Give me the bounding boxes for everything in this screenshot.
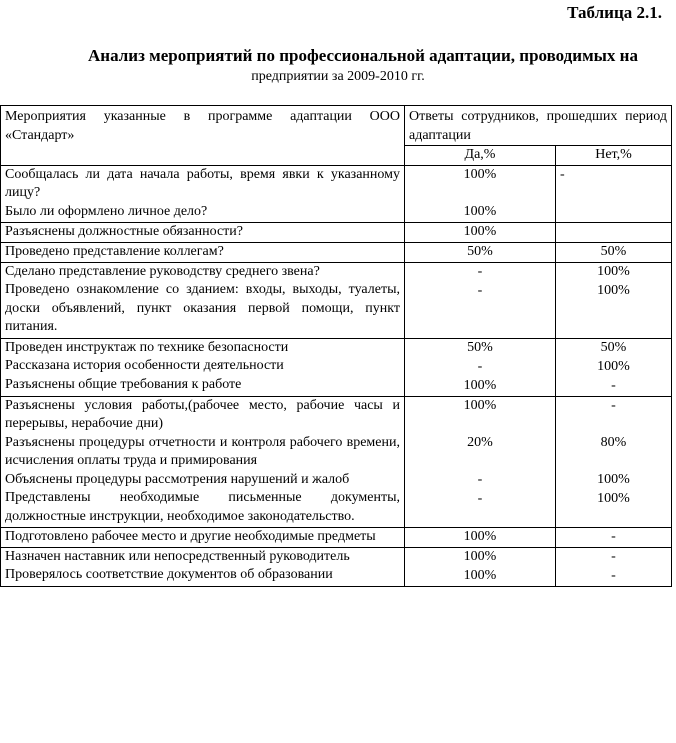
yes-value: -: [477, 263, 483, 279]
yes-value: -: [477, 471, 483, 487]
cell-yes: [405, 222, 556, 242]
cell-yes: [405, 165, 556, 222]
measure-text: Подготовлено рабочее место и другие необходимые предметы: [5, 528, 376, 544]
no-value: 100%: [597, 358, 630, 374]
measure-text: Разъяснены должностные обязанности?: [5, 223, 243, 239]
table-row: [1, 338, 672, 396]
no-value: 50%: [600, 339, 627, 355]
cell-yes: [405, 396, 556, 527]
document-subtitle: [0, 69, 676, 85]
cell-no: [556, 242, 672, 262]
cell-measure: [1, 527, 405, 547]
header-yes: Да,%: [405, 146, 556, 166]
measure-text: Было ли оформлено личное дело?: [5, 203, 208, 219]
measure-text: Объяснены процедуры рассмотрения нарушений и жалоб: [5, 471, 350, 487]
no-value: -: [560, 166, 565, 182]
subtitle-text: предприятии за 2009-2010 гг.: [251, 69, 425, 84]
yes-value: -: [477, 282, 483, 298]
cell-yes: [405, 527, 556, 547]
cell-no: [556, 222, 672, 242]
cell-measure: [1, 222, 405, 242]
measure-text: Проведено ознакомление со зданием: входы, выходы, туалеты, доски объявлений, пункт оказания первой помощи, пункт питания.: [5, 282, 400, 334]
measure-text: Назначен наставник или непосредственный руководитель: [5, 548, 350, 564]
table-row: [1, 222, 672, 242]
cell-yes: [405, 242, 556, 262]
cell-measure: [1, 547, 405, 586]
no-value: -: [611, 567, 616, 583]
table-row: [1, 527, 672, 547]
no-value: 100%: [597, 490, 630, 506]
no-value: 50%: [600, 243, 627, 259]
cell-no: [556, 262, 672, 338]
cell-measure: [1, 242, 405, 262]
yes-value: 100%: [463, 223, 497, 239]
yes-value: 100%: [463, 377, 497, 393]
measure-text: Проведен инструктаж по технике безопасности: [5, 339, 289, 355]
no-value: -: [611, 397, 616, 413]
yes-value: 100%: [463, 203, 497, 219]
yes-value: 50%: [467, 243, 493, 259]
yes-value: 100%: [463, 166, 497, 182]
table-row: [1, 396, 672, 527]
measure-text: Сообщалась ли дата начала работы, время явки к указанному лицу?: [5, 166, 400, 200]
document-title: Анализ мероприятий по профессиональной адаптации, проводимых на: [88, 46, 638, 65]
adaptation-table: [0, 105, 672, 587]
yes-value: 50%: [467, 339, 493, 355]
header-no: Нет,%: [556, 146, 672, 166]
cell-yes: [405, 547, 556, 586]
measure-text: Рассказана история особенности деятельности: [5, 358, 284, 373]
no-value: [556, 203, 671, 222]
table-body: [1, 106, 672, 587]
measure-text: Проверялось соответствие документов об образовании: [5, 567, 333, 582]
measure-text: Разъяснены процедуры отчетности и контроля рабочего времени, исчисления оплаты труда и примирования: [5, 434, 400, 468]
no-value: [556, 223, 671, 242]
yes-value: 100%: [463, 548, 497, 564]
measure-text: Представлены необходимые письменные документы, должностные инструкции, необходимое законодательство.: [5, 490, 400, 524]
no-value: -: [611, 548, 616, 564]
cell-no: [556, 165, 672, 222]
cell-measure: [1, 396, 405, 527]
measure-text: Сделано представление руководству среднего звена?: [5, 263, 320, 279]
no-value: -: [611, 528, 616, 544]
no-value: -: [611, 377, 616, 393]
yes-value: -: [477, 358, 483, 374]
yes-value: 100%: [463, 567, 497, 583]
cell-no: [556, 396, 672, 527]
header-answers: Ответы сотрудников, прошедших период адаптации: [405, 106, 672, 146]
measure-text: Разъяснены условия работы,(рабочее место, рабочие часы и перерывы, нерабочие дни): [5, 397, 400, 431]
table-row: [1, 262, 672, 338]
cell-measure: [1, 338, 405, 396]
no-value: 100%: [597, 263, 630, 279]
table-row: [1, 547, 672, 586]
table-row: [1, 165, 672, 222]
no-value: 80%: [600, 434, 627, 450]
table-row: [1, 242, 672, 262]
cell-yes: [405, 338, 556, 396]
cell-no: [556, 527, 672, 547]
yes-value: 100%: [463, 397, 497, 413]
no-value: 100%: [597, 282, 630, 298]
header-measures: Мероприятия указанные в программе адаптации ООО «Стандарт»: [1, 106, 405, 166]
no-value: 100%: [597, 471, 630, 487]
yes-value: 100%: [463, 528, 497, 544]
yes-value: 20%: [467, 434, 493, 450]
cell-measure: [1, 262, 405, 338]
cell-yes: [405, 262, 556, 338]
cell-measure: [1, 165, 405, 222]
cell-no: [556, 547, 672, 586]
table-caption: Таблица 2.1.: [567, 3, 662, 22]
table-header-row: [1, 106, 672, 146]
measure-text: Разъяснены общие требования к работе: [5, 376, 242, 392]
measure-text: Проведено представление коллегам?: [5, 243, 224, 259]
yes-value: -: [477, 490, 483, 506]
cell-no: [556, 338, 672, 396]
